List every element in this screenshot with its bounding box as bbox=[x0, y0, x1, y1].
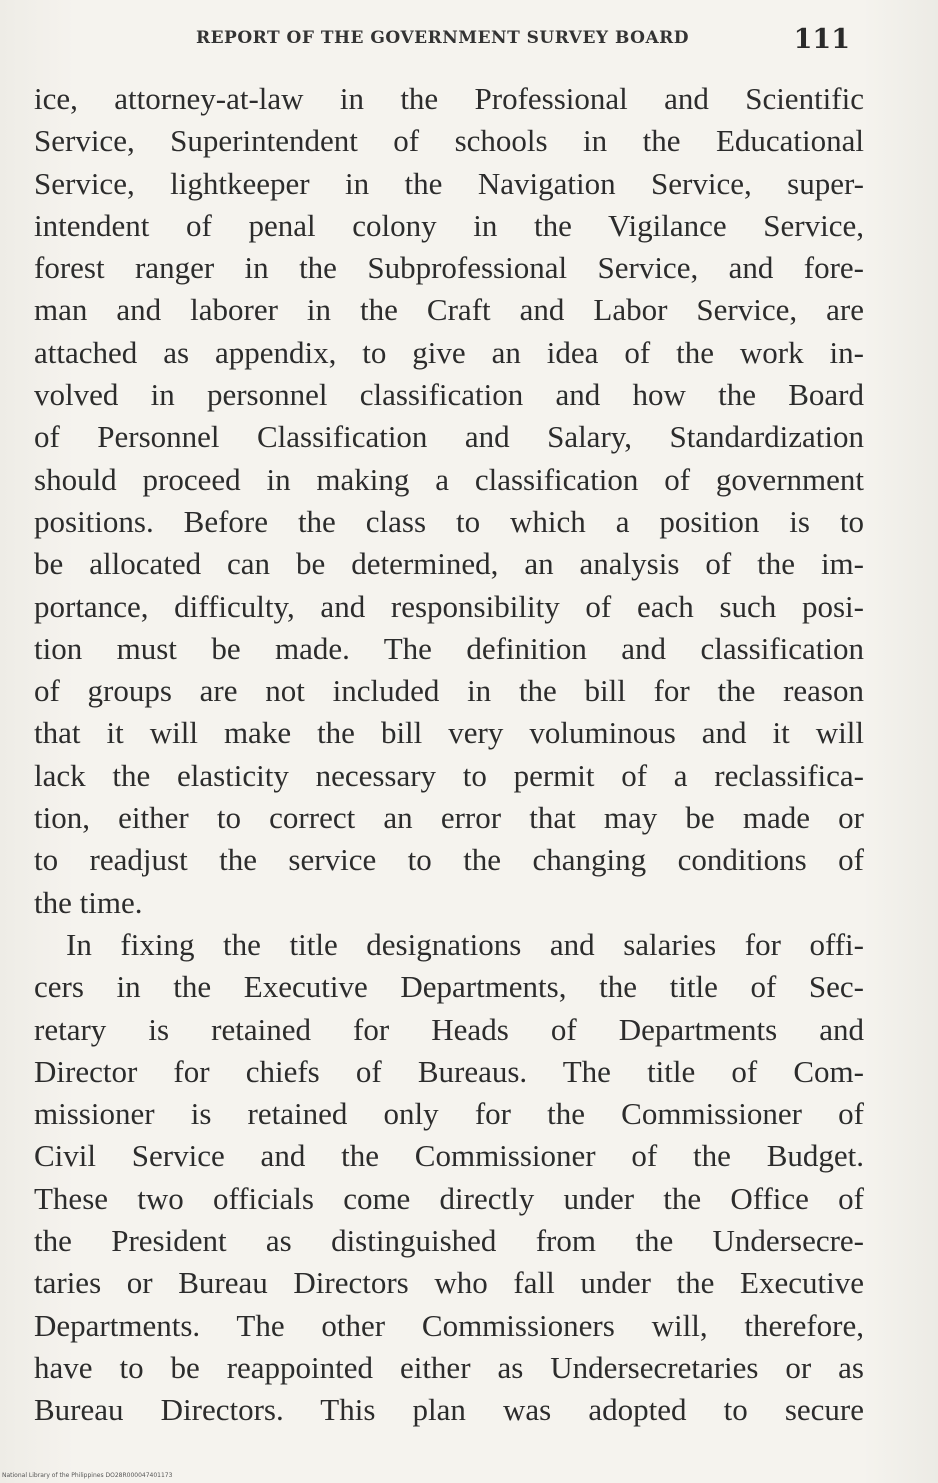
text-line: have to be reappointed either as Undersecretaries or as bbox=[34, 1349, 864, 1385]
text-line: portance, difficulty, and responsibility of each such posi- bbox=[34, 588, 864, 624]
scan-source-footer: National Library of the Philippines DO28R000047401173 bbox=[2, 1472, 173, 1479]
running-head: REPORT OF THE GOVERNMENT SURVEY BOARD bbox=[195, 28, 690, 48]
text-line: should proceed in making a classification of government bbox=[34, 461, 864, 497]
paragraph-1 bbox=[34, 78, 864, 924]
text-line: be allocated can be determined, an analysis of the im- bbox=[34, 546, 864, 582]
text-line: cers in the Executive Departments, the title of Sec- bbox=[34, 969, 864, 1005]
text-line: intendent of penal colony in the Vigilance Service, bbox=[34, 207, 864, 243]
text-line: positions. Before the class to which a position is to bbox=[34, 503, 864, 539]
text-line: These two officials come directly under the Office of bbox=[34, 1180, 864, 1216]
text-line: lack the elasticity necessary to permit of a reclassifica- bbox=[34, 757, 864, 793]
text-line: taries or Bureau Directors who fall under the Executive bbox=[34, 1265, 864, 1301]
text-line: ice, attorney-at-law in the Professional and Scientific bbox=[34, 81, 864, 116]
text-line: Bureau Directors. This plan was adopted to secure bbox=[34, 1392, 864, 1428]
text-line: of Personnel Classification and Salary, Standardization bbox=[34, 419, 864, 455]
text-line: forest ranger in the Subprofessional Service, and fore- bbox=[34, 250, 864, 286]
text-line: retary is retained for Heads of Departments and bbox=[34, 1011, 864, 1047]
text-line: of groups are not included in the bill for the reason bbox=[34, 673, 864, 709]
text-line: volved in personnel classification and how the Board bbox=[34, 377, 864, 413]
text-line: Service, Superintendent of schools in the Educational bbox=[34, 123, 864, 159]
text-line: tion, either to correct an error that may be made or bbox=[34, 800, 864, 836]
text-line: missioner is retained only for the Commissioner of bbox=[34, 1096, 864, 1132]
text-line: attached as appendix, to give an idea of the work in- bbox=[34, 334, 864, 370]
text-line: Director for chiefs of Bureaus. The title of Com- bbox=[34, 1053, 864, 1089]
paragraph-2 bbox=[34, 924, 864, 1432]
page-number: 111 bbox=[793, 24, 850, 55]
text-line: man and laborer in the Craft and Labor Service, are bbox=[34, 292, 864, 328]
text-line: Departments. The other Commissioners will, therefore, bbox=[34, 1307, 864, 1343]
text-line: Civil Service and the Commissioner of the Budget. bbox=[34, 1138, 864, 1174]
text-line: to readjust the service to the changing conditions of bbox=[34, 842, 864, 878]
text-line: tion must be made. The definition and classification bbox=[34, 630, 864, 666]
body-text bbox=[34, 78, 864, 1432]
text-line: the President as distinguished from the Undersecre- bbox=[34, 1223, 864, 1259]
text-line: that it will make the bill very voluminous and it will bbox=[34, 715, 864, 751]
text-line: In fixing the title designations and salaries for offi- bbox=[66, 926, 864, 962]
text-line: the time. bbox=[34, 884, 143, 920]
text-line: Service, lightkeeper in the Navigation Service, super- bbox=[34, 165, 864, 201]
